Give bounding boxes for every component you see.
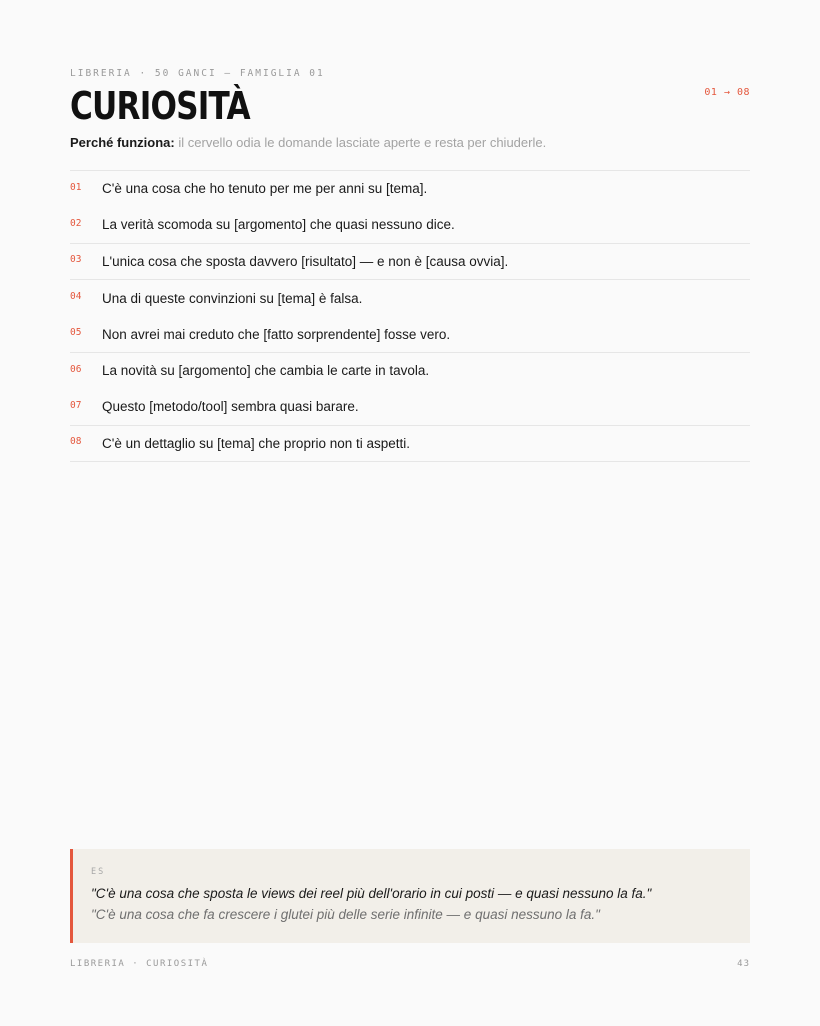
hook-number: 06 bbox=[70, 363, 82, 375]
hook-item bbox=[70, 353, 750, 389]
hook-number: 05 bbox=[70, 327, 82, 339]
hook-number: 08 bbox=[70, 436, 82, 448]
hook-item bbox=[70, 207, 750, 244]
hook-number: 03 bbox=[70, 254, 82, 266]
hook-number: 01 bbox=[70, 181, 82, 193]
hook-text: Questo [metodo/tool] sembra quasi barare. bbox=[102, 399, 359, 415]
hook-text: L'unica cosa che sposta davvero [risultato] — e non è [causa ovvia]. bbox=[102, 253, 509, 269]
hook-item bbox=[70, 389, 750, 426]
hook-text: Non avrei mai creduto che [fatto sorprendente] fosse vero. bbox=[102, 326, 451, 342]
hook-text: C'è un dettaglio su [tema] che proprio non ti aspetti. bbox=[102, 435, 411, 451]
why-it-works-text: il cervello odia le domande lasciate aperte e resta per chiuderle. bbox=[178, 135, 547, 150]
example-main-quote: "C'è una cosa che sposta le views dei reel più dell'orario in cui posti — e quasi nessuno la fa." bbox=[91, 886, 652, 901]
hook-number: 07 bbox=[70, 399, 82, 411]
hook-list bbox=[70, 170, 750, 462]
hook-item bbox=[70, 171, 750, 207]
example-alt-quote: "C'è una cosa che fa crescere i glutei più delle serie infinite — e quasi nessuno la fa." bbox=[91, 907, 600, 922]
page-title: CURIOSITÀ bbox=[70, 84, 250, 128]
section-eyebrow: LIBRERIA · 50 GANCI — FAMIGLIA 01 bbox=[70, 68, 325, 79]
hook-text: La verità scomoda su [argomento] che quasi nessuno dice. bbox=[102, 217, 455, 233]
hook-number: 02 bbox=[70, 217, 82, 229]
hook-item bbox=[70, 280, 750, 316]
hook-text: La novità su [argomento] che cambia le carte in tavola. bbox=[102, 363, 430, 379]
example-label: ES bbox=[91, 867, 106, 877]
hook-item bbox=[70, 426, 750, 463]
why-it-works bbox=[70, 135, 546, 150]
why-it-works-label: Perché funziona: bbox=[70, 135, 175, 150]
hook-item bbox=[70, 244, 750, 281]
page bbox=[70, 0, 750, 1026]
hook-item bbox=[70, 316, 750, 353]
hook-number: 04 bbox=[70, 291, 82, 303]
footer-section-label: LIBRERIA · CURIOSITÀ bbox=[70, 959, 209, 969]
example-callout bbox=[70, 849, 750, 943]
hook-text: Una di queste convinzioni su [tema] è falsa. bbox=[102, 290, 363, 306]
page-number: 43 bbox=[737, 959, 750, 969]
hook-text: C'è una cosa che ho tenuto per me per anni su [tema]. bbox=[102, 181, 428, 197]
hook-range: 01 → 08 bbox=[704, 87, 750, 98]
